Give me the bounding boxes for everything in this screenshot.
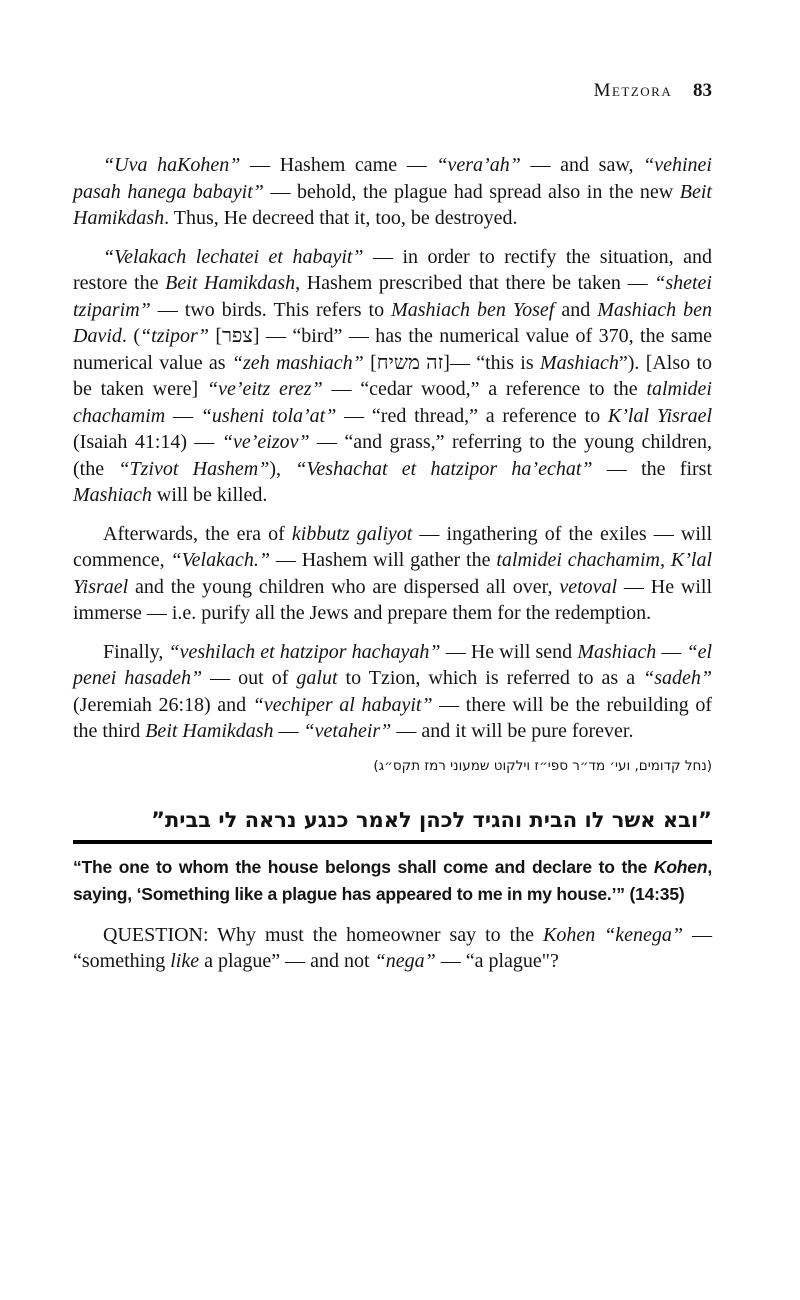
commentary-paragraph-4: Finally, “veshilach et hatzipor hachayah” — He will send Mashiach — “el penei hasadeh” — out of galut to Tzion, which is referred to as a “sadeh” (Jeremiah 26:18) and “vechiper al habayit” — there will be the rebuilding of the third Beit Hamikdash — “vetaheir” — and it will be pure forever.	[73, 640, 713, 742]
hebrew-verse-heading: ”ובא אשר לו הבית והגיד לכהן לאמר כנגע נראה לי בבית”	[151, 807, 712, 832]
verse-translation: “The one to whom the house belongs shall come and declare to the Kohen, saying, ‘Something like a plague has appeared to me in my house.’” (14:35)	[73, 856, 712, 904]
page-number: 83	[693, 80, 712, 101]
commentary-paragraph-2: “Velakach lechatei et habayit” — in order to rectify the situation, and restore the Beit Hamikdash, Hashem prescribed that there be taken — “shetei tziparim” — two birds. This refers to Mashiach ben Yosef and Mashiach ben David. (“tzipor” [צפר] — “bird” — has the numerical value of 370, the same numerical value as “zeh mashiach” [זה משיח]— “this is Mashiach”). [Also to be taken were] “ve’eitz erez” — “cedar wood,” a reference to the talmidei chachamim — “usheni tola’at” — “red thread,” a reference to K’lal Yisrael (Isaiah 41:14) — “ve’eizov” — “and grass,” referring to the young children, (the “Tzivot Hashem”), “Veshachat et hatzipor ha’echat” — the first Mashiach will be killed.	[73, 245, 713, 506]
commentary-paragraph-3: Afterwards, the era of kibbutz galiyot — ingathering of the exiles — will commence, “Velakach.” — Hashem will gather the talmidei chachamim, K’lal Yisrael and the young children who are dispersed all over, vetoval — He will immerse — i.e. purify all the Jews and prepare them for the redemption.	[73, 522, 712, 624]
source-citation: (נחל קדומים, ועי׳ מד״ר ספי״ז וילקוט שמעוני רמז תקס״ג)	[373, 757, 712, 774]
page-body	[73, 152, 712, 975]
page-header	[73, 80, 712, 102]
question-paragraph: QUESTION: Why must the homeowner say to the Kohen “kenega” — “something like a plague” — and not “nega” — “a plague"?	[73, 923, 713, 972]
commentary-paragraph-1: “Uva haKohen” — Hashem came — “vera’ah” — and saw, “vehinei pasah hanega babayit” — behold, the plague had spread also in the new Beit Hamikdash. Thus, He decreed that it, too, be destroyed.	[73, 154, 712, 229]
section-title: Metzora	[593, 80, 673, 101]
divider-rule	[73, 840, 712, 844]
